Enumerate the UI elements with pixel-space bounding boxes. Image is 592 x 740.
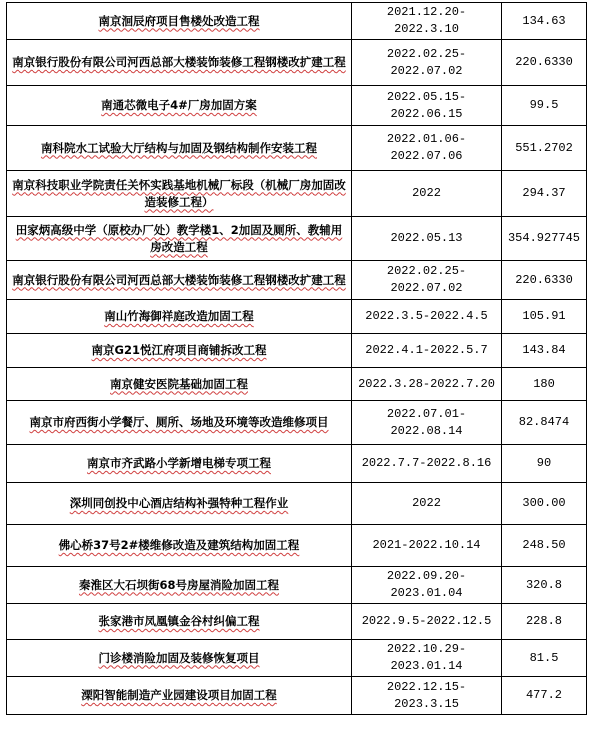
project-period-cell-text: 2022.05.13 [390,231,463,245]
contract-amount-cell [502,217,587,261]
table-row [7,677,587,715]
project-period-cell-text: 2022 [412,186,441,200]
table-row [7,640,587,677]
contract-amount-cell-text: 81.5 [529,650,559,665]
contract-amount-cell [502,483,587,525]
project-name-cell [7,86,352,126]
project-period-cell-text: 2022.07.01-2022.08.14 [386,406,467,438]
table-row [7,300,587,334]
project-period-cell-text: 2022.09.20-2023.01.04 [386,569,467,600]
project-period-cell-text: 2022.9.5-2022.12.5 [361,614,492,628]
table-row [7,368,587,401]
table-row [7,86,587,126]
contract-amount-cell [502,171,587,217]
table-row [7,604,587,640]
project-period-cell [352,40,502,86]
contract-amount-cell-text: 220.6330 [515,272,573,287]
project-name-cell-text: 门诊楼消险加固及装修恢复项目 [98,650,260,665]
project-name-cell [7,217,352,261]
contract-amount-cell-text: 220.6330 [515,55,573,69]
table-row [7,567,587,604]
contract-amount-cell-text: 90 [536,456,552,470]
table-row [7,261,587,300]
project-period-cell [352,300,502,334]
project-name-cell [7,483,352,525]
project-period-cell [352,3,502,40]
table-row [7,525,587,567]
project-period-cell [352,525,502,567]
project-period-cell-text: 2022.02.25-2022.07.02 [386,264,467,295]
project-table [6,2,587,715]
project-period-cell [352,677,502,715]
project-name-cell-text: 深圳同创投中心酒店结构补强特种工程作业 [69,496,289,510]
project-period-cell [352,483,502,525]
contract-amount-cell-text: 180 [533,376,555,391]
project-name-cell-text: 南山竹海御祥庭改造加固工程 [104,309,254,323]
contract-amount-cell [502,401,587,445]
project-name-cell-text: 南京银行股份有限公司河西总部大楼装饰装修工程钢楼改扩建工程 [12,55,346,69]
project-name-cell-text: 南京科技职业学院责任关怀实践基地机械厂标段（机械厂房加固改造装修工程） [12,177,346,209]
project-name-cell-text: 南通芯微电子4#厂房加固方案 [101,98,257,112]
project-period-cell-text: 2022.12.15-2023.3.15 [386,679,467,711]
project-period-cell [352,640,502,677]
contract-amount-cell [502,334,587,368]
project-period-cell-text: 2022.3.5-2022.4.5 [365,309,488,323]
table-row [7,445,587,483]
project-period-cell [352,217,502,261]
contract-amount-cell-text: 248.50 [522,538,566,552]
project-period-cell [352,86,502,126]
table-row [7,483,587,525]
contract-amount-cell-text: 143.84 [522,343,566,357]
contract-amount-cell-text: 551.2702 [515,140,573,155]
contract-amount-cell [502,677,587,715]
project-name-cell [7,126,352,171]
project-name-cell-text: 南科院水工试验大厅结构与加固及钢结构制作安装工程 [41,140,317,155]
project-period-cell-text: 2022.7.7-2022.8.16 [361,456,492,470]
project-name-cell [7,604,352,640]
project-name-cell [7,334,352,368]
project-name-cell-text: 南京洄辰府项目售楼处改造工程 [98,13,260,28]
contract-amount-cell-text: 134.63 [522,13,566,28]
project-period-cell [352,261,502,300]
contract-amount-cell-text: 228.8 [525,614,562,628]
project-period-cell-text: 2021.12.20-2022.3.10 [386,5,467,36]
project-period-cell [352,368,502,401]
project-period-cell [352,604,502,640]
contract-amount-cell [502,3,587,40]
contract-amount-cell [502,445,587,483]
project-period-cell [352,401,502,445]
project-name-cell [7,368,352,401]
project-name-cell-text: 南京G21悦江府项目商铺拆改工程 [91,343,267,357]
project-name-cell-text: 秦淮区大石坝街68号房屋消险加固工程 [78,577,279,592]
contract-amount-cell-text: 294.37 [522,186,566,200]
project-period-cell [352,445,502,483]
contract-amount-cell [502,604,587,640]
project-name-cell [7,401,352,445]
contract-amount-cell-text: 105.91 [522,309,566,323]
project-name-cell-text: 张家港市凤凰镇金谷村纠偏工程 [98,614,260,628]
project-name-cell-text: 田家炳高级中学（原校办厂处）教学楼1、2加固及厕所、教辅用房改造工程 [15,222,343,254]
project-period-cell [352,567,502,604]
table-row [7,3,587,40]
project-period-cell [352,171,502,217]
project-period-cell-text: 2022.01.06-2022.07.06 [386,132,467,163]
table-row [7,401,587,445]
project-name-cell [7,445,352,483]
project-table-body [7,3,587,715]
contract-amount-cell [502,126,587,171]
project-period-cell-text: 2022.4.1-2022.5.7 [365,343,488,357]
table-row [7,171,587,217]
project-name-cell [7,40,352,86]
contract-amount-cell [502,525,587,567]
project-name-cell [7,525,352,567]
project-name-cell [7,3,352,40]
contract-amount-cell [502,640,587,677]
contract-amount-cell [502,86,587,126]
project-period-cell [352,126,502,171]
project-name-cell-text: 佛心桥37号2#楼维修改造及建筑结构加固工程 [58,538,300,552]
contract-amount-cell-text: 320.8 [525,577,562,592]
project-name-cell-text: 南京健安医院基础加固工程 [110,376,248,391]
project-name-cell [7,640,352,677]
project-period-cell-text: 2021-2022.10.14 [372,538,481,552]
project-name-cell-text: 南京市府西街小学餐厅、厕所、场地及环境等改造维修项目 [29,415,329,429]
table-row [7,217,587,261]
contract-amount-cell-text: 82.8474 [518,415,570,429]
project-name-cell [7,300,352,334]
project-period-cell-text: 2022.02.25-2022.07.02 [386,46,467,78]
table-row [7,40,587,86]
project-name-cell [7,567,352,604]
table-row [7,334,587,368]
contract-amount-cell [502,567,587,604]
contract-amount-cell-text: 99.5 [529,98,559,112]
contract-amount-cell [502,40,587,86]
project-period-cell [352,334,502,368]
project-period-cell-text: 2022.10.29-2023.01.14 [386,642,467,673]
project-name-cell [7,171,352,217]
contract-amount-cell-text: 477.2 [525,688,562,702]
project-period-cell-text: 2022.05.15-2022.06.15 [386,89,467,121]
project-name-cell-text: 南京银行股份有限公司河西总部大楼装饰装修工程钢楼改扩建工程 [12,272,346,287]
project-period-cell-text: 2022.3.28-2022.7.20 [358,376,495,391]
project-period-cell-text: 2022 [412,496,441,510]
contract-amount-cell [502,261,587,300]
project-name-cell-text: 溧阳智能制造产业园建设项目加固工程 [81,688,277,702]
contract-amount-cell [502,300,587,334]
project-name-cell [7,261,352,300]
project-name-cell-text: 南京市齐武路小学新增电梯专项工程 [87,456,271,470]
contract-amount-cell-text: 354.927745 [507,231,580,245]
project-name-cell [7,677,352,715]
table-row [7,126,587,171]
contract-amount-cell-text: 300.00 [522,496,566,510]
contract-amount-cell [502,368,587,401]
